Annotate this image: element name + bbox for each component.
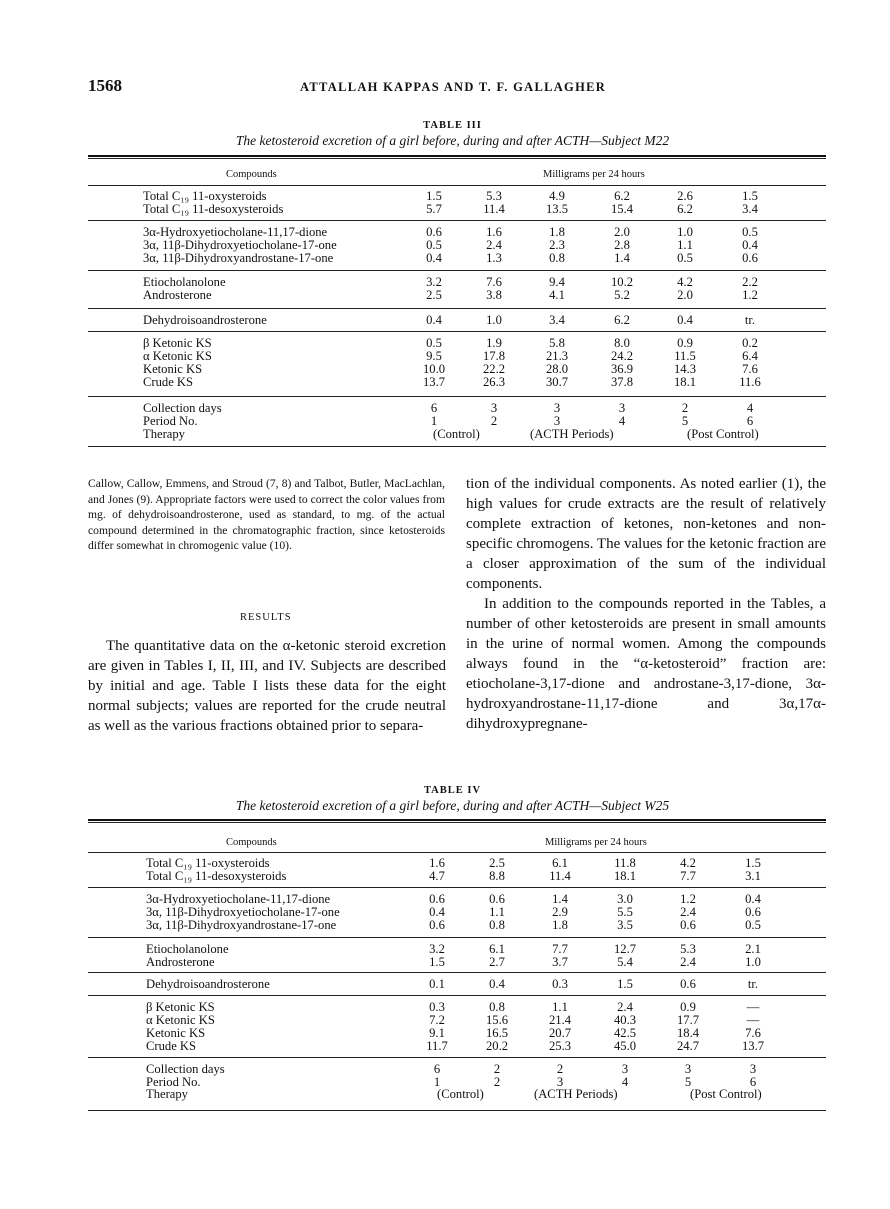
table-cell: 6	[433, 1062, 441, 1076]
table-cell: 18.4	[676, 1026, 700, 1040]
group-separator	[88, 270, 826, 271]
table-row	[91, 956, 831, 969]
table-cell: 6.1	[489, 942, 505, 956]
compound-name: 3α, 11β-Dihydroxyetiocholane-17-one	[146, 905, 340, 919]
table-cell: 7.7	[552, 942, 568, 956]
table-cell: 4.9	[549, 189, 565, 203]
table-cell: 17.7	[676, 1013, 700, 1027]
table-cell: 3	[556, 1075, 564, 1089]
table-cell: 24.7	[676, 1039, 700, 1053]
table-cell: 37.8	[610, 375, 634, 389]
compound-name: Total C₁₉ 11-oxysteroids	[143, 189, 267, 203]
table3-therapy-acth: (ACTH Periods)	[530, 427, 614, 441]
table-row	[88, 402, 828, 415]
table-cell: 3	[490, 401, 498, 415]
table3-col-head-compounds: Compounds	[226, 169, 277, 180]
table-row	[88, 363, 828, 376]
table-cell: 1.0	[745, 955, 761, 969]
table-cell: 13.5	[545, 202, 569, 216]
table-cell: 2.5	[426, 288, 442, 302]
table-cell: 4	[618, 414, 626, 428]
table-cell: 0.5	[426, 336, 442, 350]
table-cell: 2	[681, 401, 689, 415]
table-cell: 0.2	[742, 336, 758, 350]
table-cell: 3.4	[549, 313, 565, 327]
table4-top-rule-2	[88, 822, 826, 823]
table4-col-head-compounds: Compounds	[226, 837, 277, 848]
table-row	[91, 870, 831, 883]
table-cell: 10.2	[610, 275, 634, 289]
compound-name: Dehydroisoandrosterone	[143, 313, 267, 327]
table-cell: 11.4	[483, 202, 505, 216]
table-row	[88, 289, 828, 302]
table3-title: The ketosteroid excretion of a girl before, during and after ACTH—Subject M22	[235, 133, 670, 148]
table-cell: —	[746, 1013, 760, 1027]
compound-name: Period No.	[146, 1075, 201, 1089]
table-cell: 22.2	[482, 362, 506, 376]
table3-bottom-rule	[88, 446, 826, 447]
table-cell: 2.5	[489, 856, 505, 870]
compound-name: α Ketonic KS	[143, 349, 212, 363]
compound-name: Total C₁₉ 11-desoxysteroids	[146, 869, 287, 883]
table-cell: 0.6	[745, 905, 761, 919]
table-cell: 0.4	[426, 313, 442, 327]
table-cell: 40.3	[613, 1013, 637, 1027]
table-cell: 0.5	[677, 251, 693, 265]
group-separator	[88, 972, 826, 973]
table-cell: 21.3	[545, 349, 569, 363]
table-cell: 5.7	[426, 202, 442, 216]
compound-name: Period No.	[143, 414, 198, 428]
table-row	[91, 1027, 831, 1040]
table-cell: 21.4	[548, 1013, 572, 1027]
table-cell: 4.1	[549, 288, 565, 302]
table-cell: 7.7	[680, 869, 696, 883]
table-cell: 2.9	[552, 905, 568, 919]
right-paragraph-2: In addition to the compounds reported in the Tables, a number of other ketosteroids are present in small amounts in the urine of normal women. Among the compounds always found in the “α-ketosteroid” fraction are: etiocholane-3,17-dione and androstane-3,17-dione, 3α-hydroxyandrostane-11,17-dione and 3α,17α-dihydroxypregnane-	[466, 596, 826, 732]
table-cell: 10.0	[422, 362, 446, 376]
table-cell: 1.5	[617, 977, 633, 991]
table-cell: 0.4	[489, 977, 505, 991]
table-cell: 1.0	[677, 225, 693, 239]
compound-name: 3α, 11β-Dihydroxyandrostane-17-one	[146, 918, 337, 932]
table-cell: 0.6	[680, 918, 696, 932]
table-cell: 0.6	[426, 225, 442, 239]
table3-therapy-control: (Control)	[433, 427, 480, 441]
table-cell: 2.4	[680, 955, 696, 969]
table-cell: 26.3	[482, 375, 506, 389]
table-cell: 5	[681, 414, 689, 428]
table4-head-rule	[88, 852, 826, 853]
table-cell: 18.1	[673, 375, 697, 389]
table-cell: 7.6	[486, 275, 502, 289]
compound-name: Androsterone	[143, 288, 212, 302]
table4-therapy-post: (Post Control)	[690, 1087, 762, 1101]
table-cell: 20.7	[548, 1026, 572, 1040]
table-cell: 3	[749, 1062, 757, 1076]
table-cell: 2.7	[489, 955, 505, 969]
group-separator	[88, 308, 826, 309]
table-cell: 17.8	[482, 349, 506, 363]
table-cell: 0.5	[742, 225, 758, 239]
table-row	[91, 978, 831, 991]
table-cell: 6.1	[552, 856, 568, 870]
table-cell: 0.9	[677, 336, 693, 350]
table-cell: 1	[430, 414, 438, 428]
table-cell: 13.7	[422, 375, 446, 389]
table-cell: 1.2	[680, 892, 696, 906]
table-cell: 16.5	[485, 1026, 509, 1040]
table-cell: 0.4	[742, 238, 758, 252]
table-cell: 4	[746, 401, 754, 415]
table4-col-head-units: Milligrams per 24 hours	[545, 837, 647, 848]
table3-top-rule-2	[88, 158, 826, 159]
table-cell: 0.8	[489, 1000, 505, 1014]
table-cell: 5.3	[486, 189, 502, 203]
table-cell: 1.1	[677, 238, 693, 252]
table4-therapy-control: (Control)	[437, 1087, 484, 1101]
table-cell: 9.1	[429, 1026, 445, 1040]
table-cell: 7.2	[429, 1013, 445, 1027]
table-cell: 0.4	[426, 251, 442, 265]
table-cell: 0.6	[429, 892, 445, 906]
group-separator	[88, 995, 826, 996]
table-cell: 3.7	[552, 955, 568, 969]
table-cell: 2.6	[677, 189, 693, 203]
table-cell: 30.7	[545, 375, 569, 389]
table-cell: 4.7	[429, 869, 445, 883]
table-cell: 9.4	[549, 275, 565, 289]
table-cell: 2.8	[614, 238, 630, 252]
table-row	[91, 1040, 831, 1053]
table3-col-head-units: Milligrams per 24 hours	[543, 169, 645, 180]
page-header	[88, 76, 828, 98]
table-cell: 5.3	[680, 942, 696, 956]
right-paragraph-1: tion of the individual components. As noted earlier (1), the high values for crude extracts are the result of relatively complete extraction of ketones, non-ketones and non-specific chromogens. The values for the ketonic fraction are a closer approximation of the sum of the individual components.	[466, 476, 826, 592]
table-cell: 3	[621, 1062, 629, 1076]
table-cell: 0.8	[549, 251, 565, 265]
group-separator	[88, 220, 826, 221]
table-cell: 11.4	[549, 869, 571, 883]
table-cell: 2.0	[677, 288, 693, 302]
table-cell: 18.1	[613, 869, 637, 883]
group-separator	[88, 331, 826, 332]
table4-title: The ketosteroid excretion of a girl before, during and after ACTH—Subject W25	[235, 798, 670, 813]
group-separator	[88, 887, 826, 888]
table-row	[88, 376, 828, 389]
compound-name: 3α, 11β-Dihydroxyetiocholane-17-one	[143, 238, 337, 252]
table-cell: 11.6	[739, 375, 761, 389]
table-cell: 0.6	[429, 918, 445, 932]
table-cell: 0.4	[677, 313, 693, 327]
table-cell: 12.7	[613, 942, 637, 956]
table-cell: 5	[684, 1075, 692, 1089]
table-cell: 1.4	[552, 892, 568, 906]
table-cell: 1.4	[614, 251, 630, 265]
table-cell: 36.9	[610, 362, 634, 376]
table-cell: 8.0	[614, 336, 630, 350]
table-cell: 3.2	[429, 942, 445, 956]
table-cell: 2	[490, 414, 498, 428]
compound-name: Total C₁₉ 11-oxysteroids	[146, 856, 270, 870]
table-cell: 0.5	[426, 238, 442, 252]
table-cell: 6.2	[677, 202, 693, 216]
table-cell: tr.	[744, 313, 756, 327]
table-cell: 6.2	[614, 313, 630, 327]
table-row	[88, 252, 828, 265]
table4-top-rule	[88, 819, 826, 821]
table-cell: 1.5	[429, 955, 445, 969]
results-paragraph: The quantitative data on the α-ketonic steroid excretion are given in Tables I, II, III, and IV. Subjects are described by initial and age. Table I lists these data for the eight normal subjects; values are reported for the crude neutral as well as the various fractions obtained prior to separa-	[88, 638, 446, 734]
table-cell: 25.3	[548, 1039, 572, 1053]
table-cell: 0.5	[745, 918, 761, 932]
table-cell: 45.0	[613, 1039, 637, 1053]
table-cell: 7.6	[742, 362, 758, 376]
table-cell: 3	[553, 401, 561, 415]
table-cell: 4.2	[680, 856, 696, 870]
table-row	[91, 919, 831, 932]
results-heading: RESULTS	[240, 612, 292, 623]
table-cell: 1.0	[486, 313, 502, 327]
table-cell: 11.7	[426, 1039, 448, 1053]
compound-name: Etiocholanolone	[146, 942, 229, 956]
table-cell: 0.6	[489, 892, 505, 906]
compound-name: β Ketonic KS	[146, 1000, 215, 1014]
table-cell: 1.2	[742, 288, 758, 302]
table-cell: 3.8	[486, 288, 502, 302]
table-cell: 3	[684, 1062, 692, 1076]
table-cell: 0.6	[742, 251, 758, 265]
table-cell: 3.0	[617, 892, 633, 906]
compound-name: Dehydroisoandrosterone	[146, 977, 270, 991]
compound-name: Crude KS	[146, 1039, 197, 1053]
table-cell: 42.5	[613, 1026, 637, 1040]
table-cell: 5.5	[617, 905, 633, 919]
table-cell: 1.8	[552, 918, 568, 932]
table-cell: 3	[553, 414, 561, 428]
table-cell: 2.0	[614, 225, 630, 239]
compound-name: α Ketonic KS	[146, 1013, 215, 1027]
table-cell: 3.2	[426, 275, 442, 289]
table-cell: 8.8	[489, 869, 505, 883]
table-cell: 15.4	[610, 202, 634, 216]
table4-bottom-rule	[88, 1110, 826, 1111]
methods-paragraph: Callow, Callow, Emmens, and Stroud (7, 8) and Talbot, Butler, MacLachlan, and Jones (9). Appropriate factors were used to correct the color values from mg. of dehydroisoandrosterone, used as standard, to mg. of the actual compound determined in the chromatographic fraction, since ketosteroids differ somewhat in chromogenic value (10).	[88, 477, 445, 552]
table-cell: 2	[556, 1062, 564, 1076]
table-cell: 0.8	[489, 918, 505, 932]
table3-top-rule	[88, 155, 826, 157]
table-cell: 3	[618, 401, 626, 415]
table-cell: 2	[493, 1062, 501, 1076]
table3-therapy-post: (Post Control)	[687, 427, 759, 441]
table-cell: tr.	[747, 977, 759, 991]
group-separator	[88, 1057, 826, 1058]
table3-therapy-label: Therapy	[143, 427, 185, 441]
table-cell: 1.1	[489, 905, 505, 919]
compound-name: Androsterone	[146, 955, 215, 969]
table-cell: 4.2	[677, 275, 693, 289]
table-cell: 4	[621, 1075, 629, 1089]
table-cell: 3.4	[742, 202, 758, 216]
table-cell: 20.2	[485, 1039, 509, 1053]
table-cell: 1.9	[486, 336, 502, 350]
page-number: 1568	[88, 76, 122, 95]
compound-name: Etiocholanolone	[143, 275, 226, 289]
table4-therapy-acth: (ACTH Periods)	[534, 1087, 618, 1101]
table-cell: 7.6	[745, 1026, 761, 1040]
table4-label: TABLE IV	[423, 785, 482, 796]
table-cell: 28.0	[545, 362, 569, 376]
table-cell: 11.5	[674, 349, 696, 363]
compound-name: Ketonic KS	[146, 1026, 206, 1040]
table-cell: 13.7	[741, 1039, 765, 1053]
right-column	[466, 474, 826, 734]
table-cell: 3.5	[617, 918, 633, 932]
compound-name: Total C₁₉ 11-desoxysteroids	[143, 202, 284, 216]
table-cell: —	[746, 1000, 760, 1014]
table-row	[91, 1063, 831, 1076]
table-cell: 3.1	[745, 869, 761, 883]
table-cell: 1.5	[745, 856, 761, 870]
table-cell: 5.4	[617, 955, 633, 969]
table-cell: 0.3	[429, 1000, 445, 1014]
table-cell: 1.3	[486, 251, 502, 265]
table-cell: 1	[433, 1075, 441, 1089]
table-cell: 1.6	[429, 856, 445, 870]
table-cell: 1.5	[426, 189, 442, 203]
table-cell: 6	[746, 414, 754, 428]
table-cell: 1.6	[486, 225, 502, 239]
table-cell: 0.6	[680, 977, 696, 991]
table-cell: 6.2	[614, 189, 630, 203]
table-cell: 1.1	[552, 1000, 568, 1014]
table3-label: TABLE III	[423, 120, 482, 131]
group-separator	[88, 396, 826, 397]
table-cell: 6	[430, 401, 438, 415]
compound-name: 3α-Hydroxyetiocholane-11,17-dione	[146, 892, 331, 906]
group-separator	[88, 937, 826, 938]
table-cell: 6.4	[742, 349, 758, 363]
compound-name: β Ketonic KS	[143, 336, 212, 350]
table-cell: 11.8	[614, 856, 636, 870]
table-cell: 14.3	[673, 362, 697, 376]
table4-therapy-label: Therapy	[146, 1087, 188, 1101]
compound-name: 3α, 11β-Dihydroxyandrostane-17-one	[143, 251, 334, 265]
table-cell: 6	[749, 1075, 757, 1089]
table-cell: 0.9	[680, 1000, 696, 1014]
compound-name: Collection days	[146, 1062, 225, 1076]
table-cell: 2.2	[742, 275, 758, 289]
table3-head-rule	[88, 185, 826, 186]
compound-name: Ketonic KS	[143, 362, 203, 376]
table-cell: 0.4	[745, 892, 761, 906]
table-cell: 5.8	[549, 336, 565, 350]
table-cell: 2.4	[680, 905, 696, 919]
table-cell: 2.4	[486, 238, 502, 252]
table-cell: 2.1	[745, 942, 761, 956]
table-cell: 15.6	[485, 1013, 509, 1027]
table-cell: 1.8	[549, 225, 565, 239]
table-cell: 2.4	[617, 1000, 633, 1014]
table-cell: 2	[493, 1075, 501, 1089]
table-row	[88, 314, 828, 327]
table-cell: 1.5	[742, 189, 758, 203]
table-cell: 2.3	[549, 238, 565, 252]
running-title: ATTALLAH KAPPAS AND T. F. GALLAGHER	[300, 80, 607, 94]
table-cell: 0.3	[552, 977, 568, 991]
table-row	[88, 203, 828, 216]
table-cell: 9.5	[426, 349, 442, 363]
table-cell: 0.4	[429, 905, 445, 919]
table-cell: 24.2	[610, 349, 634, 363]
table-cell: 5.2	[614, 288, 630, 302]
compound-name: 3α-Hydroxyetiocholane-11,17-dione	[143, 225, 328, 239]
compound-name: Crude KS	[143, 375, 194, 389]
compound-name: Collection days	[143, 401, 222, 415]
table-cell: 0.1	[429, 977, 445, 991]
